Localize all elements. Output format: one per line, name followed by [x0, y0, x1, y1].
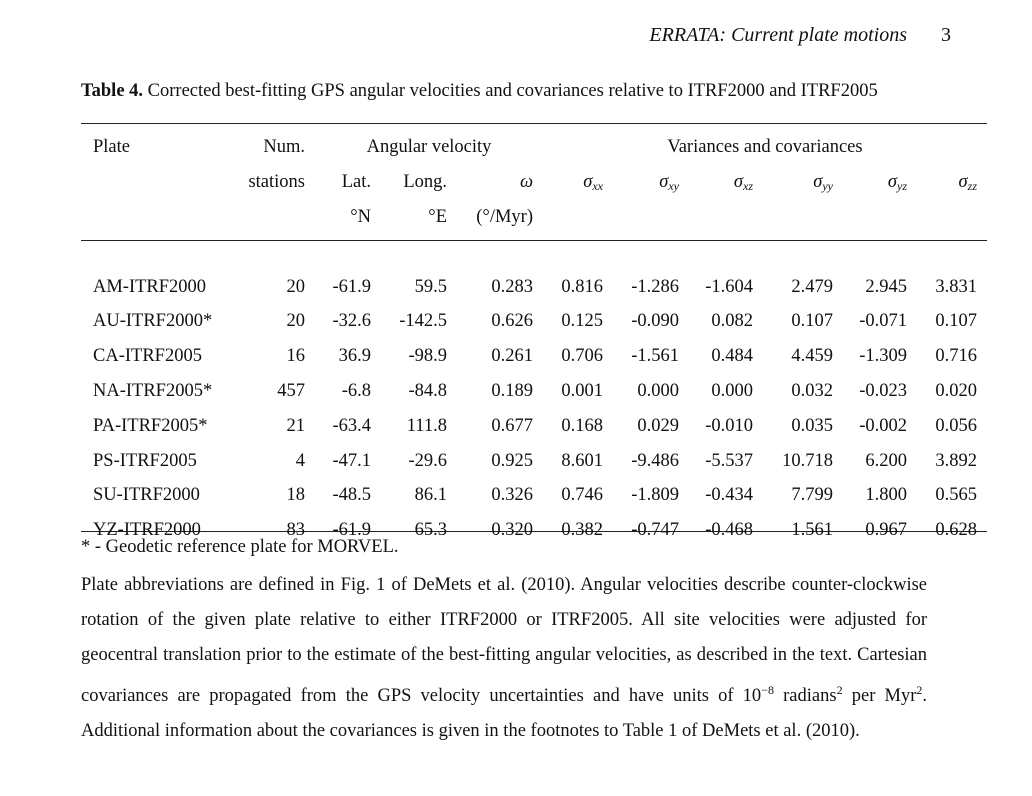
table-row: [81, 339, 987, 374]
header-long: Long.: [403, 172, 447, 192]
cell-sxz: -1.604: [705, 276, 753, 297]
cell-syy: 0.032: [791, 381, 833, 402]
header-sigma-xy: $\sigma_{xy}$: [659, 171, 679, 193]
header-sigma-xx: $\sigma_{xx}$: [583, 171, 603, 193]
cell-syz: 0.967: [865, 520, 907, 541]
table-body: [81, 235, 987, 548]
cell-omega: 0.626: [491, 311, 533, 332]
header-omega-unit: (°/Myr): [476, 207, 533, 227]
cell-syz: -1.309: [859, 346, 907, 367]
cell-sxy: 0.029: [637, 415, 679, 436]
table-row: [81, 409, 987, 444]
header-lat-unit: °N: [350, 207, 371, 227]
cell-szz: 0.716: [935, 346, 977, 367]
table-row: [81, 479, 987, 514]
cell-sxx: 0.125: [561, 311, 603, 332]
table-row: [81, 305, 987, 340]
notes-unit-radians: radians: [783, 685, 837, 706]
cell-long: 111.8: [406, 415, 447, 436]
cell-plate: CA-ITRF2005: [93, 346, 202, 367]
header-plate: Plate: [93, 137, 130, 157]
cell-num: 21: [286, 415, 305, 436]
cell-syy: 10.718: [782, 450, 833, 471]
running-head: [0, 24, 951, 47]
header-long-unit: °E: [428, 207, 447, 227]
cell-sxy: -0.090: [631, 311, 679, 332]
cell-plate: NA-ITRF2005*: [93, 381, 213, 402]
cell-plate: AM-ITRF2000: [93, 276, 207, 297]
cell-syz: -0.002: [859, 415, 907, 436]
cell-szz: 0.628: [935, 520, 977, 541]
cell-syz: -0.023: [859, 381, 907, 402]
cell-syz: 1.800: [865, 485, 907, 506]
cell-syz: 6.200: [865, 450, 907, 471]
cell-num: 16: [286, 346, 305, 367]
cell-plate: YZ-ITRF2000: [93, 520, 201, 541]
cell-sxy: -0.747: [631, 520, 679, 541]
notes-text: Plate abbreviations are defined in Fig. 1 of DeMets et al. (2010). Angular velocities describe counter-clockwise rotation of the given plate relative to either ITRF2000 or ITRF2005. All site velocities were adjusted for geocentral translation prior to the estimate of the best-fitting angular velocities, as described in the text. Cartesian covariances are propagated from the GPS velocity uncertainties and have units of 10: [81, 575, 927, 706]
cell-sxz: -0.434: [705, 485, 753, 506]
cell-sxz: -5.537: [705, 450, 753, 471]
cell-szz: 0.107: [935, 311, 977, 332]
cell-szz: 3.892: [935, 450, 977, 471]
running-title: ERRATA: Current plate motions: [649, 24, 907, 46]
cell-syy: 7.799: [791, 485, 833, 506]
cell-sxx: 0.168: [561, 415, 603, 436]
cell-long: 65.3: [414, 520, 447, 541]
header-sigma-yz: $\sigma_{yz}$: [887, 171, 907, 193]
notes-exponent: −8: [761, 682, 774, 697]
cell-lat: -48.5: [332, 485, 371, 506]
table-row: [81, 374, 987, 409]
cell-lat: -63.4: [332, 415, 371, 436]
header-num: Num.: [263, 137, 305, 157]
cell-num: 83: [286, 520, 305, 541]
cell-syz: 2.945: [865, 276, 907, 297]
cell-omega: 0.283: [491, 276, 533, 297]
header-sigma-xz: $\sigma_{xz}$: [733, 171, 753, 193]
cell-szz: 3.831: [935, 276, 977, 297]
cell-long: -98.9: [408, 346, 447, 367]
cell-sxz: 0.484: [711, 346, 753, 367]
footnote: * - Geodetic reference plate for MORVEL.: [81, 537, 399, 557]
cell-syy: 4.459: [791, 346, 833, 367]
cell-sxz: 0.000: [711, 381, 753, 402]
cell-long: -142.5: [399, 311, 447, 332]
cell-sxy: -1.809: [631, 485, 679, 506]
cell-sxx: 0.706: [561, 346, 603, 367]
page-number: 3: [941, 24, 951, 46]
cell-syy: 0.035: [791, 415, 833, 436]
cell-long: 59.5: [414, 276, 447, 297]
cell-sxy: 0.000: [637, 381, 679, 402]
notes-exponent: 2: [916, 682, 923, 697]
cell-sxz: 0.082: [711, 311, 753, 332]
cell-syy: 1.561: [791, 520, 833, 541]
table-row: [81, 444, 987, 479]
cell-szz: 0.056: [935, 415, 977, 436]
cell-sxz: -0.468: [705, 520, 753, 541]
cell-sxx: 0.816: [561, 276, 603, 297]
cell-plate: AU-ITRF2000*: [93, 311, 213, 332]
cell-lat: -32.6: [332, 311, 371, 332]
cell-lat: -61.9: [332, 276, 371, 297]
cell-omega: 0.677: [491, 415, 533, 436]
cell-sxy: -1.561: [631, 346, 679, 367]
cell-num: 20: [286, 311, 305, 332]
cell-num: 457: [277, 381, 305, 402]
cell-num: 18: [286, 485, 305, 506]
notes-exponent: 2: [836, 682, 843, 697]
cell-lat: 36.9: [338, 346, 371, 367]
cell-sxy: -1.286: [631, 276, 679, 297]
cell-omega: 0.925: [491, 450, 533, 471]
cell-num: 4: [295, 450, 305, 471]
cell-plate: PS-ITRF2005: [93, 450, 197, 471]
cell-sxx: 0.001: [561, 381, 603, 402]
cell-plate: PA-ITRF2005*: [93, 415, 208, 436]
cell-omega: 0.326: [491, 485, 533, 506]
top-rule: [81, 123, 987, 124]
cell-lat: -47.1: [332, 450, 371, 471]
table-row: [81, 270, 987, 305]
cell-syz: -0.071: [859, 311, 907, 332]
cell-lat: -6.8: [341, 381, 371, 402]
header-stations: stations: [248, 172, 305, 192]
cell-long: -29.6: [408, 450, 447, 471]
cell-long: 86.1: [414, 485, 447, 506]
cell-long: -84.8: [408, 381, 447, 402]
cell-lat: -61.9: [332, 520, 371, 541]
table-label: Table 4.: [81, 81, 144, 101]
caption-text: Corrected best-fitting GPS angular velocities and covariances relative to ITRF2000 and ITRF2005: [147, 81, 878, 101]
header-lat: Lat.: [341, 172, 371, 192]
cell-sxx: 0.382: [561, 520, 603, 541]
cell-szz: 0.565: [935, 485, 977, 506]
notes-text-end: . Additional information about the covariances is given in the footnotes to Table 1 of DeMets et al. (2010).: [81, 685, 928, 741]
header-variances: Variances and covariances: [667, 137, 863, 157]
cell-szz: 0.020: [935, 381, 977, 402]
cell-sxx: 0.746: [561, 485, 603, 506]
header-sigma-zz: $\sigma_{zz}$: [958, 171, 977, 193]
cell-omega: 0.261: [491, 346, 533, 367]
cell-sxx: 8.601: [561, 450, 603, 471]
notes-unit-myr: per Myr: [842, 685, 917, 706]
header-angular-velocity: Angular velocity: [366, 137, 492, 157]
table-notes-paragraph: [81, 568, 927, 749]
cell-syy: 2.479: [791, 276, 833, 297]
cell-syy: 0.107: [791, 311, 833, 332]
plate-velocity-table: [81, 130, 987, 548]
cell-omega: 0.189: [491, 381, 533, 402]
cell-omega: 0.320: [491, 520, 533, 541]
header-sigma-yy: $\sigma_{yy}$: [813, 171, 833, 193]
cell-sxy: -9.486: [631, 450, 679, 471]
cell-sxz: -0.010: [705, 415, 753, 436]
table-caption: [81, 81, 961, 102]
header-omega: ω: [519, 172, 533, 192]
cell-plate: SU-ITRF2000: [93, 485, 200, 506]
cell-num: 20: [286, 276, 305, 297]
